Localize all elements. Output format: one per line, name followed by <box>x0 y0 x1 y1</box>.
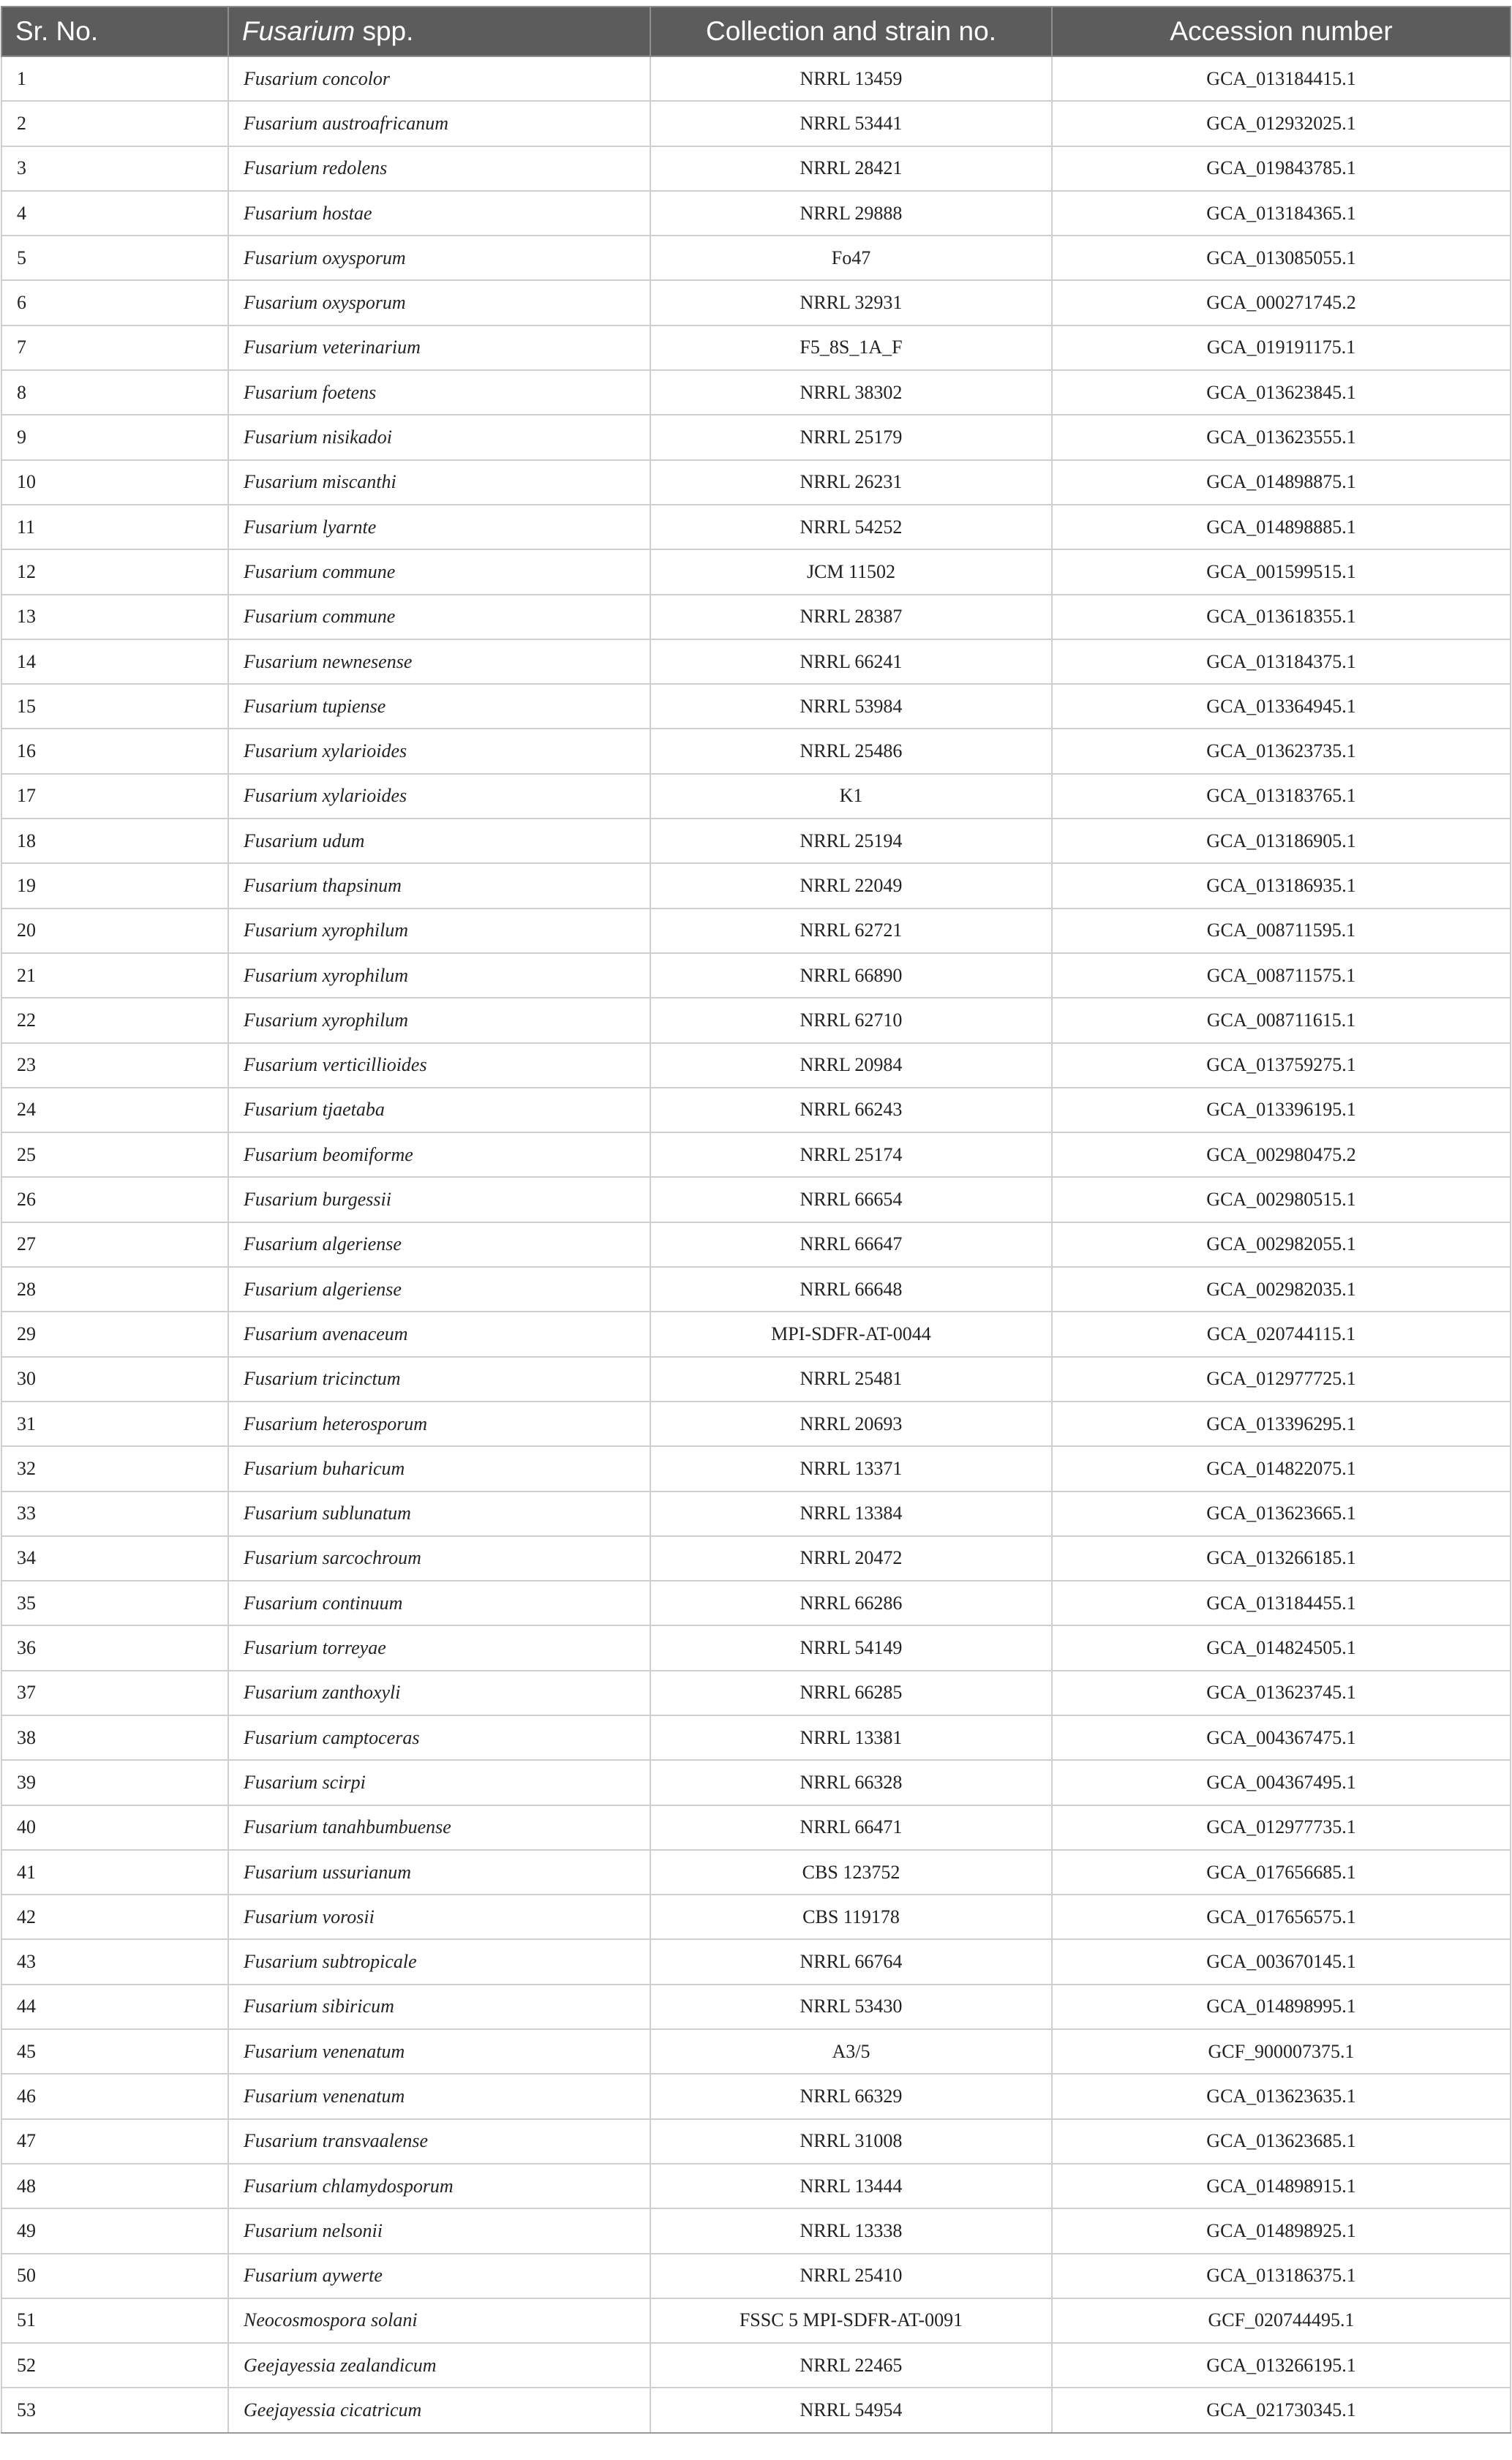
table-row <box>1 909 1511 953</box>
cell-accession-number: GCA_013623735.1 <box>1052 729 1511 773</box>
cell-species: Fusarium nelsonii <box>228 2208 650 2253</box>
cell-accession-number: GCA_013623745.1 <box>1052 1671 1511 1715</box>
cell-collection-strain: NRRL 25410 <box>650 2254 1052 2298</box>
table-row <box>1 1312 1511 1356</box>
table-row <box>1 998 1511 1042</box>
cell-species: Fusarium vorosii <box>228 1895 650 1939</box>
cell-accession-number: GCA_019191175.1 <box>1052 326 1511 370</box>
cell-accession-number: GCA_013759275.1 <box>1052 1043 1511 1088</box>
cell-collection-strain: NRRL 25194 <box>650 819 1052 863</box>
table-row <box>1 1715 1511 1760</box>
cell-accession-number: GCA_013186935.1 <box>1052 863 1511 908</box>
cell-sr-no: 37 <box>1 1671 228 1715</box>
table-row <box>1 819 1511 863</box>
cell-collection-strain: A3/5 <box>650 2029 1052 2074</box>
header-species-genus: Fusarium <box>242 16 356 46</box>
cell-accession-number: GCA_008711575.1 <box>1052 953 1511 998</box>
cell-collection-strain: NRRL 66471 <box>650 1805 1052 1850</box>
table-row <box>1 1357 1511 1402</box>
table-row <box>1 2388 1511 2432</box>
cell-species: Fusarium xyrophilum <box>228 953 650 998</box>
cell-species: Fusarium heterosporum <box>228 1402 650 1446</box>
table-row <box>1 2343 1511 2388</box>
table-row <box>1 505 1511 549</box>
cell-accession-number: GCA_008711595.1 <box>1052 909 1511 953</box>
cell-sr-no: 24 <box>1 1088 228 1132</box>
cell-species: Fusarium foetens <box>228 370 650 415</box>
cell-species: Fusarium scirpi <box>228 1760 650 1805</box>
cell-species: Fusarium continuum <box>228 1581 650 1625</box>
cell-accession-number: GCA_013396295.1 <box>1052 1402 1511 1446</box>
cell-sr-no: 31 <box>1 1402 228 1446</box>
table-row <box>1 1939 1511 1984</box>
cell-sr-no: 15 <box>1 684 228 729</box>
cell-species: Fusarium tanahbumbuense <box>228 1805 650 1850</box>
cell-species: Fusarium sarcochroum <box>228 1536 650 1581</box>
cell-accession-number: GCA_013186905.1 <box>1052 819 1511 863</box>
cell-accession-number: GCA_004367475.1 <box>1052 1715 1511 1760</box>
cell-species: Fusarium avenaceum <box>228 1312 650 1356</box>
table-row <box>1 1805 1511 1850</box>
cell-collection-strain: NRRL 54252 <box>650 505 1052 549</box>
cell-collection-strain: Fo47 <box>650 236 1052 280</box>
cell-collection-strain: NRRL 38302 <box>650 370 1052 415</box>
cell-collection-strain: JCM 11502 <box>650 549 1052 594</box>
cell-sr-no: 49 <box>1 2208 228 2253</box>
cell-species: Fusarium tjaetaba <box>228 1088 650 1132</box>
header-accession-number: Accession number <box>1052 7 1511 56</box>
table-row <box>1 1985 1511 2029</box>
cell-collection-strain: NRRL 66654 <box>650 1177 1052 1222</box>
table-row <box>1 2119 1511 2164</box>
table-row <box>1 280 1511 325</box>
cell-species: Fusarium veterinarium <box>228 326 650 370</box>
strain-table <box>1 6 1511 2434</box>
cell-accession-number: GCA_013623665.1 <box>1052 1492 1511 1536</box>
cell-collection-strain: NRRL 66647 <box>650 1222 1052 1267</box>
cell-collection-strain: NRRL 66890 <box>650 953 1052 998</box>
cell-collection-strain: NRRL 66241 <box>650 639 1052 684</box>
cell-accession-number: GCA_013183765.1 <box>1052 774 1511 819</box>
cell-accession-number: GCA_013618355.1 <box>1052 595 1511 639</box>
cell-sr-no: 45 <box>1 2029 228 2074</box>
cell-collection-strain: NRRL 62721 <box>650 909 1052 953</box>
table-body <box>1 56 1511 2433</box>
cell-accession-number: GCA_014898925.1 <box>1052 2208 1511 2253</box>
cell-collection-strain: NRRL 66329 <box>650 2074 1052 2118</box>
cell-collection-strain: NRRL 66648 <box>650 1267 1052 1312</box>
table-row <box>1 684 1511 729</box>
cell-collection-strain: NRRL 62710 <box>650 998 1052 1042</box>
cell-sr-no: 39 <box>1 1760 228 1805</box>
cell-sr-no: 12 <box>1 549 228 594</box>
cell-sr-no: 33 <box>1 1492 228 1536</box>
cell-collection-strain: NRRL 13371 <box>650 1446 1052 1491</box>
cell-species: Fusarium buharicum <box>228 1446 650 1491</box>
table-row <box>1 863 1511 908</box>
cell-sr-no: 17 <box>1 774 228 819</box>
cell-collection-strain: NRRL 29888 <box>650 191 1052 236</box>
cell-species: Fusarium miscanthi <box>228 460 650 505</box>
table-row <box>1 2074 1511 2118</box>
cell-sr-no: 38 <box>1 1715 228 1760</box>
table-row <box>1 56 1511 101</box>
cell-sr-no: 22 <box>1 998 228 1042</box>
cell-sr-no: 28 <box>1 1267 228 1312</box>
header-collection-strain: Collection and strain no. <box>650 7 1052 56</box>
cell-accession-number: GCA_013396195.1 <box>1052 1088 1511 1132</box>
table-row <box>1 460 1511 505</box>
cell-species: Fusarium nisikadoi <box>228 415 650 459</box>
cell-species: Fusarium lyarnte <box>228 505 650 549</box>
cell-sr-no: 19 <box>1 863 228 908</box>
table-header <box>1 7 1511 56</box>
cell-sr-no: 47 <box>1 2119 228 2164</box>
table-row <box>1 415 1511 459</box>
cell-species: Fusarium transvaalense <box>228 2119 650 2164</box>
cell-species: Fusarium concolor <box>228 56 650 101</box>
cell-accession-number: GCA_014824505.1 <box>1052 1625 1511 1670</box>
cell-sr-no: 8 <box>1 370 228 415</box>
cell-species: Fusarium austroafricanum <box>228 101 650 146</box>
cell-species: Fusarium tupiense <box>228 684 650 729</box>
cell-sr-no: 35 <box>1 1581 228 1625</box>
cell-species: Fusarium commune <box>228 549 650 594</box>
cell-species: Fusarium tricinctum <box>228 1357 650 1402</box>
cell-accession-number: GCA_014898915.1 <box>1052 2164 1511 2208</box>
table-row <box>1 1132 1511 1177</box>
cell-collection-strain: NRRL 22049 <box>650 863 1052 908</box>
cell-collection-strain: NRRL 22465 <box>650 2343 1052 2388</box>
cell-accession-number: GCA_020744115.1 <box>1052 1312 1511 1356</box>
cell-species: Fusarium venenatum <box>228 2074 650 2118</box>
cell-sr-no: 34 <box>1 1536 228 1581</box>
cell-accession-number: GCA_013184455.1 <box>1052 1581 1511 1625</box>
cell-sr-no: 3 <box>1 146 228 191</box>
table-row <box>1 2298 1511 2343</box>
cell-sr-no: 14 <box>1 639 228 684</box>
cell-accession-number: GCA_017656575.1 <box>1052 1895 1511 1939</box>
cell-accession-number: GCA_002982055.1 <box>1052 1222 1511 1267</box>
cell-collection-strain: NRRL 32931 <box>650 280 1052 325</box>
cell-accession-number: GCA_013623555.1 <box>1052 415 1511 459</box>
cell-collection-strain: K1 <box>650 774 1052 819</box>
cell-sr-no: 20 <box>1 909 228 953</box>
table-row <box>1 1536 1511 1581</box>
cell-sr-no: 50 <box>1 2254 228 2298</box>
cell-species: Fusarium zanthoxyli <box>228 1671 650 1715</box>
cell-species: Fusarium algeriense <box>228 1267 650 1312</box>
cell-collection-strain: NRRL 25179 <box>650 415 1052 459</box>
cell-accession-number: GCA_017656685.1 <box>1052 1850 1511 1895</box>
cell-collection-strain: NRRL 53984 <box>650 684 1052 729</box>
cell-species: Neocosmospora solani <box>228 2298 650 2343</box>
cell-accession-number: GCA_014898885.1 <box>1052 505 1511 549</box>
table-row <box>1 326 1511 370</box>
table-row <box>1 370 1511 415</box>
cell-species: Fusarium commune <box>228 595 650 639</box>
cell-species: Fusarium ussurianum <box>228 1850 650 1895</box>
cell-sr-no: 52 <box>1 2343 228 2388</box>
table-row <box>1 1043 1511 1088</box>
cell-collection-strain: F5_8S_1A_F <box>650 326 1052 370</box>
cell-collection-strain: NRRL 66243 <box>650 1088 1052 1132</box>
table-row <box>1 101 1511 146</box>
cell-accession-number: GCA_012977735.1 <box>1052 1805 1511 1850</box>
cell-sr-no: 43 <box>1 1939 228 1984</box>
cell-species: Fusarium burgessii <box>228 1177 650 1222</box>
table-row <box>1 1760 1511 1805</box>
cell-collection-strain: NRRL 25174 <box>650 1132 1052 1177</box>
cell-collection-strain: NRRL 53441 <box>650 101 1052 146</box>
cell-species: Fusarium algeriense <box>228 1222 650 1267</box>
cell-sr-no: 13 <box>1 595 228 639</box>
cell-sr-no: 16 <box>1 729 228 773</box>
cell-sr-no: 25 <box>1 1132 228 1177</box>
table-row <box>1 1850 1511 1895</box>
cell-collection-strain: NRRL 13381 <box>650 1715 1052 1760</box>
table-row <box>1 2029 1511 2074</box>
cell-sr-no: 36 <box>1 1625 228 1670</box>
cell-accession-number: GCA_019843785.1 <box>1052 146 1511 191</box>
cell-collection-strain: NRRL 13384 <box>650 1492 1052 1536</box>
cell-collection-strain: CBS 123752 <box>650 1850 1052 1895</box>
cell-accession-number: GCA_003670145.1 <box>1052 1939 1511 1984</box>
cell-accession-number: GCA_014898875.1 <box>1052 460 1511 505</box>
table-row <box>1 639 1511 684</box>
cell-collection-strain: NRRL 28387 <box>650 595 1052 639</box>
cell-sr-no: 10 <box>1 460 228 505</box>
cell-accession-number: GCA_002982035.1 <box>1052 1267 1511 1312</box>
cell-collection-strain: NRRL 20984 <box>650 1043 1052 1088</box>
cell-species: Fusarium xyrophilum <box>228 998 650 1042</box>
cell-species: Fusarium camptoceras <box>228 1715 650 1760</box>
cell-species: Fusarium hostae <box>228 191 650 236</box>
cell-species: Fusarium aywerte <box>228 2254 650 2298</box>
cell-species: Fusarium xylarioides <box>228 729 650 773</box>
table-row <box>1 1671 1511 1715</box>
cell-species: Fusarium oxysporum <box>228 280 650 325</box>
cell-species: Fusarium sublunatum <box>228 1492 650 1536</box>
cell-species: Fusarium redolens <box>228 146 650 191</box>
cell-sr-no: 4 <box>1 191 228 236</box>
cell-collection-strain: NRRL 13338 <box>650 2208 1052 2253</box>
cell-accession-number: GCA_013085055.1 <box>1052 236 1511 280</box>
cell-species: Fusarium sibiricum <box>228 1985 650 2029</box>
strain-table-container <box>1 6 1510 2434</box>
cell-accession-number: GCA_021730345.1 <box>1052 2388 1511 2432</box>
cell-sr-no: 53 <box>1 2388 228 2432</box>
cell-sr-no: 44 <box>1 1985 228 2029</box>
cell-species: Fusarium torreyae <box>228 1625 650 1670</box>
table-row <box>1 1895 1511 1939</box>
cell-sr-no: 2 <box>1 101 228 146</box>
cell-species: Fusarium xylarioides <box>228 774 650 819</box>
cell-sr-no: 30 <box>1 1357 228 1402</box>
header-sr-no: Sr. No. <box>1 7 228 56</box>
cell-sr-no: 27 <box>1 1222 228 1267</box>
cell-collection-strain: NRRL 54954 <box>650 2388 1052 2432</box>
cell-species: Fusarium oxysporum <box>228 236 650 280</box>
cell-sr-no: 26 <box>1 1177 228 1222</box>
cell-sr-no: 41 <box>1 1850 228 1895</box>
cell-accession-number: GCA_013184375.1 <box>1052 639 1511 684</box>
table-row <box>1 1402 1511 1446</box>
header-row <box>1 7 1511 56</box>
table-row <box>1 2254 1511 2298</box>
table-row <box>1 2164 1511 2208</box>
table-row <box>1 953 1511 998</box>
cell-collection-strain: NRRL 28421 <box>650 146 1052 191</box>
cell-sr-no: 32 <box>1 1446 228 1491</box>
cell-species: Fusarium newnesense <box>228 639 650 684</box>
cell-species: Fusarium beomiforme <box>228 1132 650 1177</box>
cell-accession-number: GCA_014898995.1 <box>1052 1985 1511 2029</box>
cell-accession-number: GCA_013184365.1 <box>1052 191 1511 236</box>
cell-collection-strain: FSSC 5 MPI-SDFR-AT-0091 <box>650 2298 1052 2343</box>
cell-sr-no: 48 <box>1 2164 228 2208</box>
cell-accession-number: GCF_900007375.1 <box>1052 2029 1511 2074</box>
cell-accession-number: GCA_013266195.1 <box>1052 2343 1511 2388</box>
cell-accession-number: GCA_012977725.1 <box>1052 1357 1511 1402</box>
cell-collection-strain: NRRL 66285 <box>650 1671 1052 1715</box>
cell-species: Fusarium verticillioides <box>228 1043 650 1088</box>
table-row <box>1 1492 1511 1536</box>
table-row <box>1 1625 1511 1670</box>
table-row <box>1 1267 1511 1312</box>
cell-accession-number: GCA_013364945.1 <box>1052 684 1511 729</box>
cell-sr-no: 23 <box>1 1043 228 1088</box>
header-species <box>228 7 650 56</box>
cell-sr-no: 46 <box>1 2074 228 2118</box>
cell-collection-strain: NRRL 25486 <box>650 729 1052 773</box>
cell-sr-no: 1 <box>1 56 228 101</box>
cell-species: Fusarium udum <box>228 819 650 863</box>
cell-species: Fusarium chlamydosporum <box>228 2164 650 2208</box>
cell-accession-number: GCA_004367495.1 <box>1052 1760 1511 1805</box>
cell-accession-number: GCA_013623635.1 <box>1052 2074 1511 2118</box>
cell-accession-number: GCA_002980515.1 <box>1052 1177 1511 1222</box>
cell-accession-number: GCA_002980475.2 <box>1052 1132 1511 1177</box>
table-row <box>1 1581 1511 1625</box>
cell-accession-number: GCA_013623685.1 <box>1052 2119 1511 2164</box>
cell-accession-number: GCA_001599515.1 <box>1052 549 1511 594</box>
cell-collection-strain: NRRL 20693 <box>650 1402 1052 1446</box>
table-row <box>1 1088 1511 1132</box>
cell-collection-strain: NRRL 25481 <box>650 1357 1052 1402</box>
table-row <box>1 595 1511 639</box>
cell-sr-no: 51 <box>1 2298 228 2343</box>
cell-species: Geejayessia cicatricum <box>228 2388 650 2432</box>
table-row <box>1 1222 1511 1267</box>
cell-collection-strain: NRRL 13459 <box>650 56 1052 101</box>
cell-collection-strain: NRRL 66286 <box>650 1581 1052 1625</box>
cell-species: Fusarium xyrophilum <box>228 909 650 953</box>
cell-sr-no: 11 <box>1 505 228 549</box>
cell-species: Geejayessia zealandicum <box>228 2343 650 2388</box>
cell-sr-no: 40 <box>1 1805 228 1850</box>
cell-sr-no: 9 <box>1 415 228 459</box>
cell-accession-number: GCA_013266185.1 <box>1052 1536 1511 1581</box>
cell-collection-strain: NRRL 53430 <box>650 1985 1052 2029</box>
cell-sr-no: 21 <box>1 953 228 998</box>
cell-collection-strain: NRRL 66328 <box>650 1760 1052 1805</box>
table-row <box>1 1177 1511 1222</box>
cell-accession-number: GCA_013184415.1 <box>1052 56 1511 101</box>
table-row <box>1 146 1511 191</box>
cell-species: Fusarium thapsinum <box>228 863 650 908</box>
table-row <box>1 236 1511 280</box>
cell-collection-strain: NRRL 54149 <box>650 1625 1052 1670</box>
table-row <box>1 549 1511 594</box>
cell-sr-no: 18 <box>1 819 228 863</box>
cell-accession-number: GCA_013186375.1 <box>1052 2254 1511 2298</box>
cell-collection-strain: CBS 119178 <box>650 1895 1052 1939</box>
table-row <box>1 774 1511 819</box>
cell-accession-number: GCA_012932025.1 <box>1052 101 1511 146</box>
cell-collection-strain: NRRL 31008 <box>650 2119 1052 2164</box>
cell-collection-strain: MPI-SDFR-AT-0044 <box>650 1312 1052 1356</box>
cell-accession-number: GCA_014822075.1 <box>1052 1446 1511 1491</box>
cell-sr-no: 6 <box>1 280 228 325</box>
cell-sr-no: 29 <box>1 1312 228 1356</box>
table-row <box>1 729 1511 773</box>
table-row <box>1 1446 1511 1491</box>
cell-sr-no: 5 <box>1 236 228 280</box>
cell-accession-number: GCA_008711615.1 <box>1052 998 1511 1042</box>
cell-collection-strain: NRRL 13444 <box>650 2164 1052 2208</box>
table-row <box>1 2208 1511 2253</box>
cell-collection-strain: NRRL 66764 <box>650 1939 1052 1984</box>
cell-sr-no: 42 <box>1 1895 228 1939</box>
table-row <box>1 191 1511 236</box>
cell-collection-strain: NRRL 20472 <box>650 1536 1052 1581</box>
cell-accession-number: GCF_020744495.1 <box>1052 2298 1511 2343</box>
header-species-suffix: spp. <box>355 16 414 46</box>
cell-accession-number: GCA_013623845.1 <box>1052 370 1511 415</box>
cell-species: Fusarium venenatum <box>228 2029 650 2074</box>
cell-species: Fusarium subtropicale <box>228 1939 650 1984</box>
cell-sr-no: 7 <box>1 326 228 370</box>
cell-accession-number: GCA_000271745.2 <box>1052 280 1511 325</box>
cell-collection-strain: NRRL 26231 <box>650 460 1052 505</box>
